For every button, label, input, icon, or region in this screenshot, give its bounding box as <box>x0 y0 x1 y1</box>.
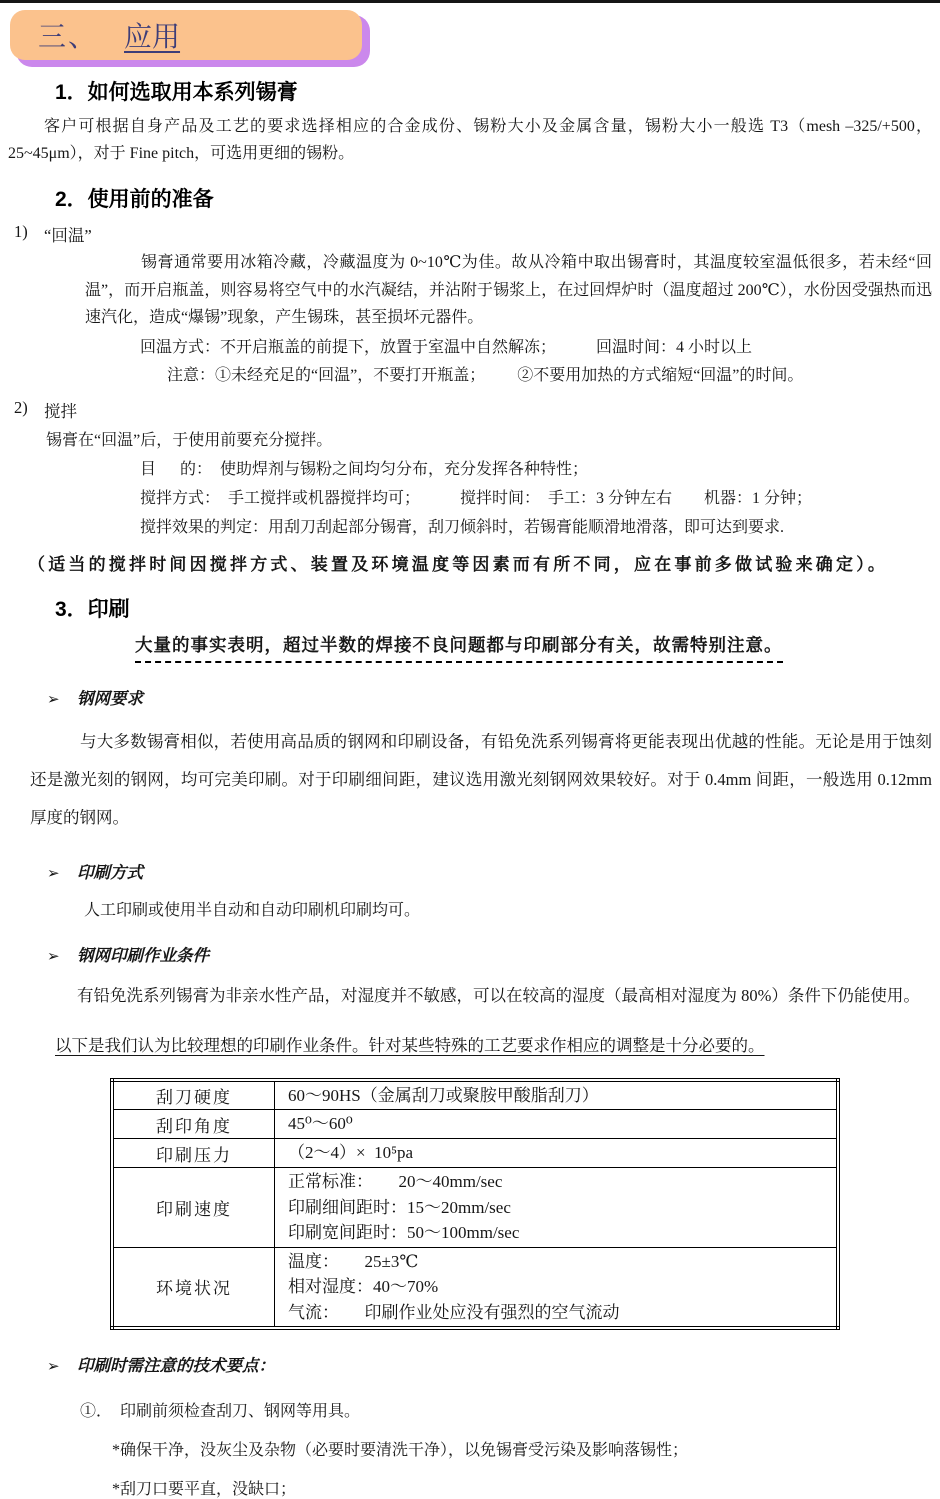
row-value-line: 相对湿度：40～70% <box>288 1277 439 1296</box>
row-label: 环境状况 <box>112 1247 275 1328</box>
list-marker: 1) <box>14 222 28 241</box>
arrow-bullet-icon: ➢ <box>47 946 60 965</box>
line-stir-judge: 搅拌效果的判定：用刮刀刮起部分锡膏，刮刀倾斜时，若锡膏能顺滑地滑落，即可达到要求. <box>140 518 785 536</box>
bullet-title: 钢网要求 <box>77 689 143 708</box>
paragraph-printing-method: 人工印刷或使用半自动和自动印刷机印刷均可。 <box>84 901 421 919</box>
note-keep-clean: *确保干净，没灰尘及杂物（必要时要清洗干净），以免锡膏受污染及影响落锡性； <box>112 1442 689 1459</box>
bullet-printing-method <box>0 859 940 883</box>
row-label: 印刷速度 <box>112 1168 275 1248</box>
row-value-line: 正常标准： 20～40mm/sec <box>288 1172 503 1191</box>
note-stir-time: （适当的搅拌时间因搅拌方式、装置及环境温度等因素而有所不同，应在事前多做试验来确定）。 <box>28 554 889 574</box>
line-stir-method: 搅拌方式： 手工搅拌或机器搅拌均可； 搅拌时间： 手工：3 分钟左右 机器：1 分钟； <box>140 489 813 507</box>
row-value: （2～4）× 10⁵pa <box>288 1143 414 1163</box>
printing-conditions-table <box>110 1078 840 1331</box>
arrow-bullet-icon: ➢ <box>47 689 60 708</box>
heading-preparation: 2．使用前的准备 <box>55 188 214 211</box>
row-value: 60～90HS（金属刮刀或聚胺甲酸脂刮刀） <box>288 1085 599 1105</box>
list-item-title: “回温” <box>44 226 92 245</box>
line-rewarm-note: 注意：①未经充足的“回温”，不要打开瓶盖； ②不要用加热的方式缩短“回温”的时间。 <box>167 366 804 384</box>
line-stir-intro: 锡膏在“回温”后，于使用前要充分搅拌。 <box>46 431 333 449</box>
paragraph-stencil-conditions: 有铅免洗系列锡膏为非亲水性产品，对湿度并不敏感，可以在较高的湿度（最高相对湿度为 80%）条件下仍能使用。 <box>77 985 920 1005</box>
bullet-technical-points <box>0 1352 940 1376</box>
line-stir-purpose: 目 的： 使助焊剂与锡粉之间均匀分布，充分发挥各种特性； <box>140 460 589 478</box>
list-item-title: 搅拌 <box>44 401 77 421</box>
list-item-stir <box>0 398 940 422</box>
banner-number: 三、 <box>38 21 99 52</box>
table-row <box>112 1168 838 1248</box>
bullet-stencil-conditions <box>0 942 940 966</box>
row-value-line: 气流： 印刷作业处应没有强烈的空气流动 <box>288 1302 620 1322</box>
arrow-bullet-icon: ➢ <box>47 863 60 882</box>
emphasis-printing-warning: 大量的事实表明，超过半数的焊接不良问题都与印刷部分有关，故需特别注意。 <box>135 632 783 663</box>
heading-select-paste: 1．如何选取用本系列锡膏 <box>55 81 298 104</box>
paragraph-rewarm: 锡膏通常要用冰箱冷藏，冷藏温度为 0~10℃为佳。故从冷箱中取出锡膏时，其温度较室温低很多，若未经“回温”，而开启瓶盖，则容易将空气中的水汽凝结，并沾附于锡浆上，在过回焊炉时（温度超过 200℃），水份因受强热而迅速汽化，造成“爆锡”现象，产生锡珠，甚至损坏元器件。 <box>85 254 932 326</box>
note-blade-straight: *刮刀口要平直，没缺口； <box>112 1481 297 1498</box>
line-rewarm-method: 回温方式：不开启瓶盖的前提下，放置于室温中自然解冻； 回温时间：4 小时以上 <box>140 338 753 356</box>
table-row <box>112 1110 838 1139</box>
table-row <box>112 1139 838 1168</box>
paragraph-stencil-requirements: 与大多数锡膏相似，若使用高品质的钢网和印刷设备，有铅免洗系列锡膏将更能表现出优越的性能。无论是用于蚀刻还是激光刻的钢网，均可完美印刷。对于印刷细间距，建议选用激光刻钢网效果较好。对于 0.4mm 间距，一般选用 0.12mm 厚度的钢网。 <box>30 731 937 827</box>
bullet-title: 钢网印刷作业条件 <box>77 946 209 965</box>
list-item-rewarm <box>0 222 940 246</box>
paragraph-select-paste: 客户可根据自身产品及工艺的要求选择相应的合金成份、锡粉大小及金属含量，锡粉大小一般选 T3（mesh –325/+500，25~45μm），对于 Fine pitch，可选用更细的锡粉。 <box>8 118 932 162</box>
row-value-line: 印刷宽间距时：50～100mm/sec <box>288 1223 520 1242</box>
section-banner <box>10 10 362 60</box>
bullet-stencil-requirements <box>0 685 940 709</box>
row-value-line: 温度： 25±3℃ <box>288 1251 419 1271</box>
bullet-title: 印刷方式 <box>77 863 143 882</box>
row-value: 45⁰～60⁰ <box>288 1114 353 1134</box>
list-marker: 2) <box>14 397 28 417</box>
bullet-title: 印刷时需注意的技术要点： <box>77 1357 275 1375</box>
row-label: 刮印角度 <box>112 1110 275 1139</box>
table-row <box>112 1080 838 1110</box>
table-row <box>112 1247 838 1328</box>
row-label: 印刷压力 <box>112 1139 275 1168</box>
row-value-line: 印刷细间距时：15～20mm/sec <box>288 1197 511 1217</box>
arrow-bullet-icon: ➢ <box>47 1357 60 1375</box>
banner-title: 应用 <box>124 21 181 52</box>
note-check-tools: ①． 印刷前须检查刮刀、钢网等用具。 <box>80 1403 361 1420</box>
line-ideal-conditions: 以下是我们认为比较理想的印刷作业条件。针对某些特殊的工艺要求作相应的调整是十分必要的。 <box>55 1035 765 1055</box>
heading-printing: 3．印刷 <box>55 597 130 621</box>
row-label: 刮刀硬度 <box>112 1080 275 1110</box>
